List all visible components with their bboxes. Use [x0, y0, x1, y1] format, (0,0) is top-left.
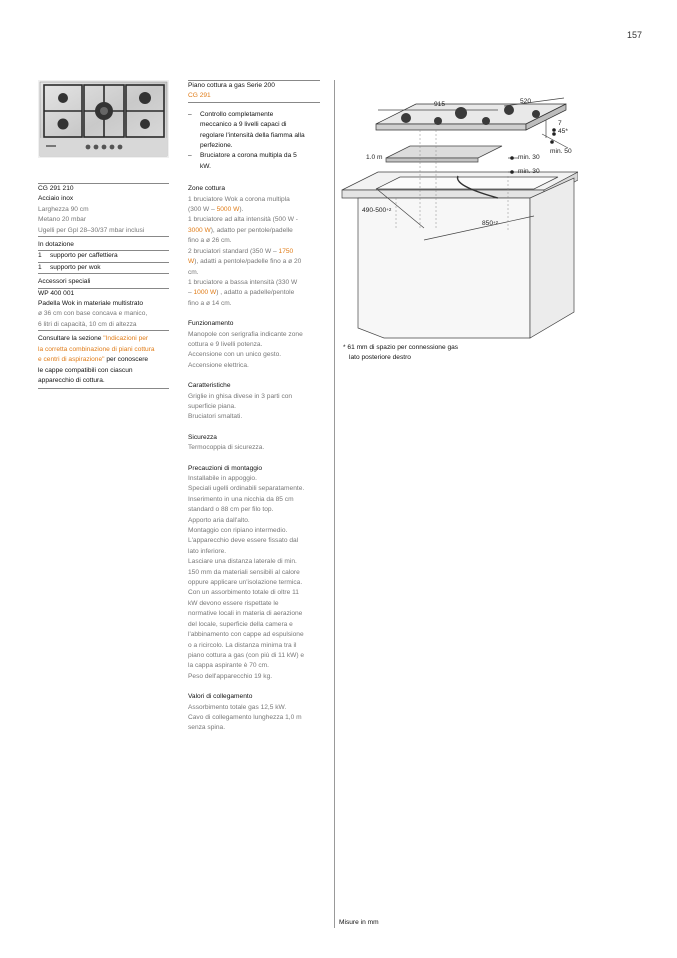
zones-line: fino a ø 26 cm. — [188, 237, 232, 245]
accessory-desc: ø 36 cm con base concava e manico, — [38, 310, 148, 318]
connection-section — [188, 692, 320, 734]
bullet-text — [200, 110, 305, 152]
dim-7: 7 — [558, 120, 562, 127]
mounting-line: kW devono essere rispettate le — [188, 599, 279, 607]
installation-diagram — [336, 80, 578, 342]
consult-note — [38, 334, 169, 386]
accessories-heading: Accessori speciali — [38, 278, 91, 286]
features-section — [188, 381, 320, 423]
footnote — [343, 343, 543, 364]
cooktop-image — [38, 80, 169, 158]
bullet-item — [188, 151, 320, 172]
bullet-line: Controllo completamente — [200, 110, 274, 118]
consult-post: per conoscere — [104, 356, 149, 364]
mounting-section — [188, 464, 320, 683]
zones-text: – — [188, 289, 194, 297]
functioning-line: Accensione con un unico gesto. — [188, 351, 282, 359]
product-gas: Metano 20 mbar — [38, 216, 87, 224]
footnote-line: lato posteriore destro — [349, 354, 411, 362]
dim-cable: 1.0 m — [366, 154, 383, 161]
dim-depth — [362, 207, 391, 214]
dim-depth-value: 490-500 — [362, 207, 387, 214]
product-finish: Acciaio inox — [38, 195, 74, 203]
product-nozzles: Ugelli per Gpl 28–30/37 mbar inclusi — [38, 226, 145, 234]
functioning-heading: Funzionamento — [188, 320, 234, 328]
divider — [38, 330, 169, 331]
mounting-line: Montaggio con ripiano intermedio. — [188, 527, 288, 535]
measure-note: Misure in mm — [339, 919, 379, 926]
connection-line: senza spina. — [188, 724, 226, 732]
zones-line: 1 bruciatore Wok a corona multipla — [188, 195, 290, 203]
series-title: Piano cottura a gas Serie 200 — [188, 82, 275, 89]
mounting-line: Peso dell'apparecchio 19 kg. — [188, 672, 273, 680]
mounting-line: Lasciare una distanza laterale di min. — [188, 558, 297, 566]
zones-line: 1 bruciatore a bassa intensità (330 W — [188, 278, 298, 286]
left-column — [38, 183, 169, 389]
functioning-line: Accensione elettrica. — [188, 361, 249, 369]
dim-min-50: min. 50 — [550, 148, 572, 155]
included-qty: 1 — [38, 252, 42, 260]
zones-line: cm. — [188, 268, 199, 276]
footnote-line: * 61 mm di spazio per connessione gas — [343, 344, 459, 351]
functioning-section — [188, 319, 320, 371]
dim-520: 520 — [520, 98, 532, 105]
safety-section — [188, 433, 320, 454]
mounting-line: o a ricircolo. La distanza minima tra il — [188, 641, 297, 649]
accessory-desc: 6 litri di capacità, 10 cm di altezza — [38, 320, 137, 328]
dim-915: 915 — [434, 101, 446, 108]
included-heading: In dotazione — [38, 241, 74, 249]
divider — [38, 273, 169, 274]
mounting-line: lato inferiore. — [188, 547, 227, 555]
included-text: supporto per wok — [50, 263, 101, 271]
features-line: Bruciatori smaltati. — [188, 413, 243, 421]
bullet-line: kW. — [200, 162, 211, 170]
mounting-line: del locale, superficie della camera e — [188, 620, 293, 628]
zones-text: ). — [239, 206, 244, 214]
dim-width — [482, 220, 498, 227]
zones-text: 2 bruciatori standard (350 W – — [188, 247, 279, 255]
consult-link[interactable]: e centri di aspirazione" — [38, 356, 105, 364]
safety-line: Termocoppia di sicurezza. — [188, 444, 265, 452]
functioning-line: cottura e 9 livelli potenza. — [188, 340, 263, 348]
connection-line: Assorbimento totale gas 12,5 kW. — [188, 703, 287, 711]
mounting-line: Inserimento in una nicchia da 85 cm — [188, 495, 294, 503]
dim-depth-tolerance: +2 — [386, 207, 392, 212]
consult-post: apparecchio di cottura. — [38, 376, 105, 384]
bullet-dash: – — [188, 110, 192, 118]
mounting-line: standard o 88 cm per filo top. — [188, 506, 274, 514]
product-width: Larghezza 90 cm — [38, 205, 89, 213]
zones-text: ), adatto per pentole/padelle — [210, 226, 293, 234]
consult-post: le cappe compatibili con ciascun — [38, 366, 133, 374]
divider — [188, 102, 320, 103]
mounting-line: Speciali ugelli ordinabili separatamente. — [188, 485, 305, 493]
column-divider — [334, 80, 335, 928]
zones-line — [188, 226, 320, 236]
feature-bullets — [188, 110, 320, 172]
mounting-heading: Precauzioni di montaggio — [188, 464, 263, 472]
connection-heading: Valori di collegamento — [188, 693, 253, 701]
connection-line: Cavo di collegamento lunghezza 1,0 m — [188, 713, 302, 721]
mounting-line: Installabile in appoggio. — [188, 475, 257, 482]
middle-column — [188, 80, 320, 734]
mounting-line: L'apparecchio deve essere fissato dal — [188, 537, 299, 545]
consult-link[interactable]: "Indicazioni per — [103, 335, 149, 343]
zones-power: 5000 W — [216, 206, 240, 214]
bullet-line: Bruciatore a corona multipla da 5 — [200, 152, 297, 160]
zones-line: fino a ø 14 cm. — [188, 299, 232, 307]
zones-power: W — [188, 258, 195, 266]
dim-min-30-a: min. 30 — [518, 154, 540, 161]
zones-power: 3000 W — [188, 226, 211, 234]
zones-power: 1000 W — [193, 289, 217, 297]
bullet-line: regolare l'intensità della fiamma alla — [200, 131, 305, 139]
features-line: Griglie in ghisa divese in 3 parti con — [188, 392, 293, 400]
zones-text: ), adatti a pentole/padelle fino a ø 20 — [194, 258, 302, 266]
zones-power: 1750 — [278, 247, 294, 255]
features-heading: Caratteristiche — [188, 382, 231, 390]
zones-line — [188, 205, 320, 215]
zones-line: 1 bruciatore ad alta intensità (500 W - — [188, 216, 298, 224]
bullet-line: meccanico a 9 livelli capaci di — [200, 121, 287, 129]
zones-line — [188, 247, 320, 257]
bullet-text — [200, 151, 297, 172]
bullet-dash: – — [188, 152, 192, 160]
series-model: CG 291 — [188, 92, 211, 100]
features-line: superficie piana. — [188, 402, 237, 410]
zones-line — [188, 257, 320, 267]
page-number: 157 — [626, 30, 642, 40]
bullet-item — [188, 110, 320, 152]
mounting-line: 150 mm da materiali sensibili al calore — [188, 568, 300, 576]
accessory-name: Padella Wok in materiale multistrato — [38, 300, 144, 308]
divider — [38, 388, 169, 389]
mounting-line: l'abbinamento con cappe ad espulsione — [188, 631, 304, 639]
consult-pre: Consultare la sezione — [38, 335, 104, 343]
included-text: supporto per caffettiera — [50, 252, 118, 260]
product-photo — [38, 80, 169, 158]
dim-width-tolerance: +2 — [493, 220, 499, 225]
zones-text: ) , adatto a padelle/pentole — [216, 289, 295, 297]
zones-heading: Zone cottura — [188, 185, 226, 193]
zones-text: (300 W – — [188, 206, 217, 214]
included-item — [38, 251, 169, 261]
zones-section — [188, 184, 320, 309]
mounting-line: normative locali in materia di aerazione — [188, 610, 303, 618]
consult-link[interactable]: la corretta combinazione di piani cottura — [38, 345, 155, 353]
zones-line — [188, 288, 320, 298]
included-qty: 1 — [38, 263, 42, 271]
dim-min-30-b: min. 30 — [518, 168, 540, 175]
mounting-line: oppure applicare un'isolazione termica. — [188, 579, 303, 587]
divider — [38, 236, 169, 237]
safety-heading: Sicurezza — [188, 433, 217, 441]
mounting-line: la cappa aspirante è 70 cm. — [188, 662, 270, 670]
mounting-line: piano cottura a gas (con più di 11 kW) e — [188, 651, 305, 659]
accessory-code: WP 400 001 — [38, 289, 75, 297]
functioning-line: Manopole con serigrafia indicante zone — [188, 330, 303, 338]
dim-width-value: 850 — [482, 220, 494, 227]
product-code: CG 291 210 — [38, 185, 74, 192]
bullet-line: perfezione. — [200, 142, 233, 150]
mounting-line: Apporto aria dall'alto. — [188, 516, 250, 524]
dim-45: 45* — [558, 128, 568, 135]
mounting-line: Con un assorbimento totale di oltre 11 — [188, 589, 299, 597]
included-item — [38, 263, 169, 273]
